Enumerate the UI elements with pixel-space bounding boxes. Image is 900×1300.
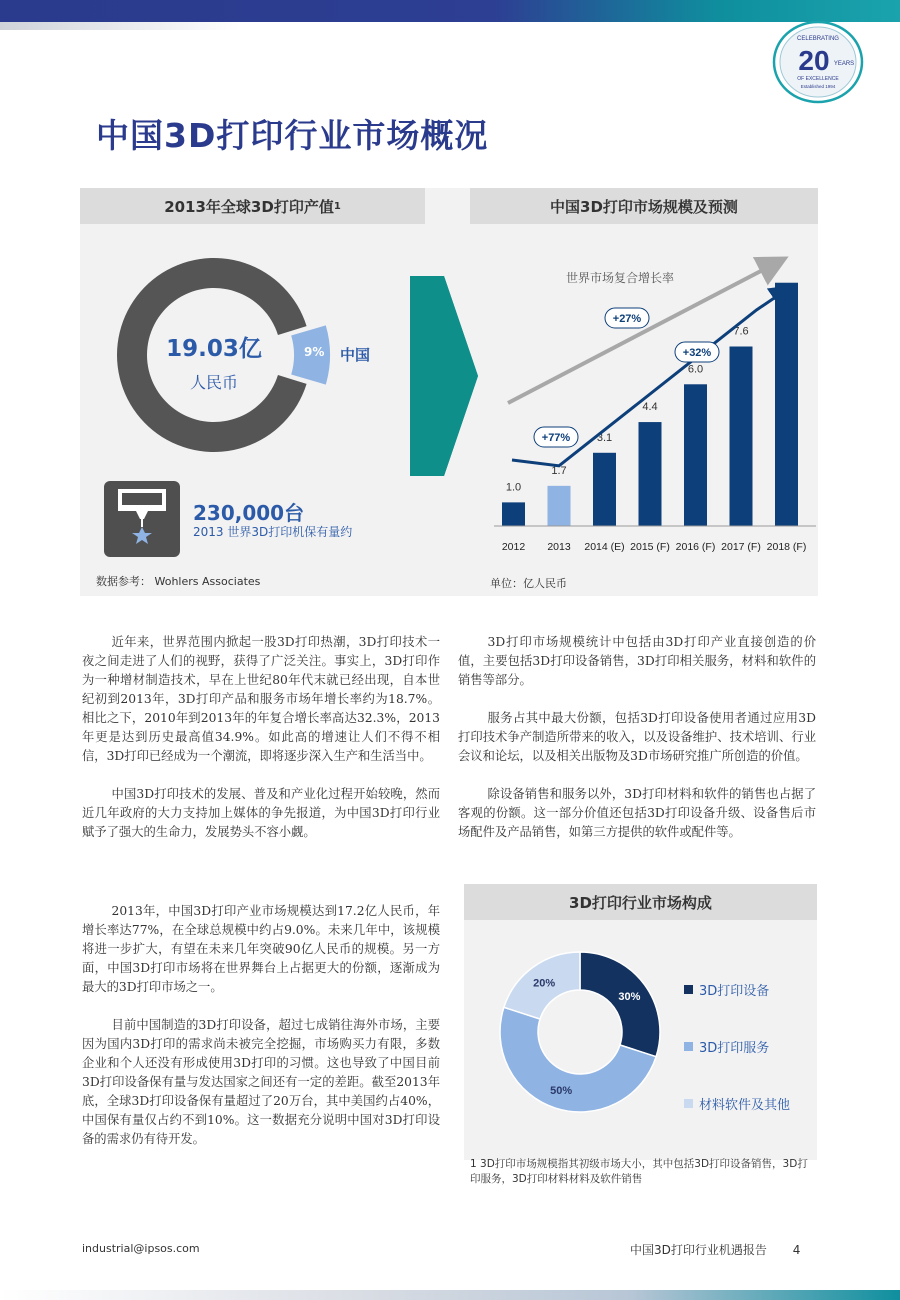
- top-banner: [0, 0, 900, 22]
- donut-center-value: 19.03亿: [166, 336, 262, 362]
- bar-1: [548, 486, 571, 526]
- composition-donut: [490, 948, 670, 1128]
- growth-2013-value: +77%: [541, 432, 571, 444]
- footer-email: industrial@ipsos.com: [82, 1242, 200, 1255]
- bar-3: [639, 422, 662, 526]
- right-panel-heading: 中国3D打印市场规模及预测: [470, 188, 818, 224]
- legend-swatch: [684, 1099, 693, 1108]
- bar-0: [502, 502, 525, 526]
- legend-item: [684, 980, 790, 999]
- top-banner-accent: [0, 22, 240, 30]
- legend-swatch: [684, 1042, 693, 1051]
- printer-caption: 2013 世界3D打印机保有量约: [193, 525, 353, 539]
- world-cagr-value: +27%: [612, 313, 642, 325]
- category-label: 2016 (F): [675, 541, 716, 553]
- left-panel-heading-text: 2013年全球3D打印产值: [164, 197, 334, 216]
- data-source: 数据参考： Wohlers Associates: [96, 575, 261, 588]
- composition-slice-0: [580, 952, 660, 1057]
- left-panel-heading: [80, 188, 425, 224]
- footnote-marker: 1: [333, 200, 341, 212]
- flow-arrow: [410, 276, 478, 476]
- china-label: 中国: [340, 346, 371, 364]
- legend-label: 材料软件及其他: [699, 1098, 791, 1113]
- right-column: [458, 633, 816, 842]
- legend-item: [684, 1094, 790, 1113]
- bar-value-label: 7.6: [733, 325, 749, 338]
- paragraph: 目前中国制造的3D打印设备，超过七成销往海外市场，主要因为国内3D打印的需求尚未被完全挖掘，市场购买力有限，多数企业和个人还没有形成使用3D打印的习惯。这也导致了中国目前3D打印设备保有量与发达国家之间还有一定的差距。截至2013年底，全球3D打印设备保有量超过了20万台，其中美国约占40%，中国保有量仅占约不到10%。这一数据充分说明中国对3D打印设备的需求仍有待开发。: [82, 1018, 440, 1146]
- 3d-printer-icon: [104, 481, 180, 557]
- legend-label: 3D打印设备: [699, 984, 770, 999]
- composition-slice-label: 20%: [533, 977, 556, 990]
- bar-2: [593, 453, 616, 526]
- bar-value-label: 4.4: [642, 401, 658, 414]
- page-title: 中国3D打印行业市场概况: [96, 116, 489, 155]
- category-label: 2017 (F): [721, 541, 761, 553]
- chart-unit: 单位：亿人民币: [490, 577, 567, 590]
- legend-swatch: [684, 985, 693, 994]
- badge-excellence: OF EXCELLENCE: [797, 76, 839, 82]
- badge-celebrating: CELEBRATING: [797, 36, 839, 42]
- forecast-cagr-value: +32%: [682, 347, 712, 359]
- left-column-bottom: [82, 902, 440, 1149]
- composition-heading: 3D打印行业市场构成: [464, 884, 817, 920]
- paragraph: 2013年，中国3D打印产业市场规模达到17.2亿人民币，年增长率达77%，在全球总规模中约占9.0%。未来几年中，该规模将进一步扩大，有望在未来几年突破90亿人民币的规模。另一方面，中国3D打印市场将在世界舞台上占据更大的份额，逐渐成为最大的3D打印市场之一。: [82, 904, 440, 994]
- page-number: 4: [792, 1243, 801, 1257]
- badge-number: 20: [798, 45, 830, 76]
- composition-legend: [684, 980, 790, 1113]
- china-share-label: 9%: [304, 345, 325, 359]
- category-label: 2013: [547, 541, 571, 553]
- bar-6: [775, 283, 798, 526]
- bottom-banner: [0, 1290, 900, 1300]
- category-label: 2014 (E): [584, 541, 625, 553]
- category-label: 2012: [501, 541, 526, 553]
- paragraph: 服务占其中最大份额，包括3D打印设备使用者通过应用3D打印技术争产制造所带来的收入，以及设备维护、技术培训、行业会议和论坛，以及相关出版物及3D市场研究推广所创造的价值。: [458, 711, 816, 763]
- composition-slice-label: 30%: [618, 991, 641, 1004]
- badge-established: Established 1994: [800, 84, 836, 89]
- bar-value-label: 1.0: [505, 481, 522, 494]
- paragraph: 近年来，世界范围内掀起一股3D打印热潮，3D打印技术一夜之间走进了人们的视野，获得了广泛关注。事实上，3D打印作为一种增材制造技术，早在上世纪80年代末就已经出现，自本世纪初到2013年，3D打印产品和服务市场年增长率约为18.7%。相比之下，2010年到2013年的年复合增长率高达32.3%，2013年更是达到历史最高值34.9%。如此高的增速让人们不得不相信，3D打印已经成为一个潮流，即将逐步深入生产和生活当中。: [82, 635, 440, 763]
- category-label: 2018 (F): [766, 541, 807, 553]
- bar-value-label: 1.7: [551, 464, 567, 477]
- paragraph: 除设备销售和服务以外，3D打印材料和软件的销售也占据了客观的份额。这一部分价值还包括3D打印设备升级、设备售后市场配件及产品销售，如第三方提供的软件或配件等。: [458, 787, 816, 839]
- printer-icon-tile: [104, 481, 180, 557]
- footer-report-title: 中国3D打印行业机遇报告: [630, 1243, 767, 1257]
- bar-4: [684, 384, 707, 526]
- badge-years: YEARS: [833, 61, 855, 67]
- legend-item: [684, 1037, 790, 1056]
- world-cagr-label: 世界市场复合增长率: [565, 271, 675, 285]
- donut-center-unit: 人民币: [189, 373, 238, 392]
- bar-value-label: 6.0: [687, 363, 704, 376]
- printer-count: 230,000台: [193, 501, 305, 525]
- composition-slice-label: 50%: [550, 1085, 573, 1098]
- footnote: 1 3D打印市场规模指其初级市场大小，其中包括3D打印设备销售，3D打印服务，3D打印材料材料及软件销售: [470, 1158, 808, 1185]
- category-label: 2015 (F): [630, 541, 670, 553]
- bar-value-label: 3.1: [596, 431, 613, 444]
- bar-5: [730, 346, 753, 526]
- anniversary-badge: [770, 18, 866, 108]
- paragraph: 中国3D打印技术的发展、普及和产业化过程开始较晚，然而近几年政府的大力支持加上媒体的争先报道，为中国3D打印行业赋予了强大的生命力，发展势头不容小觑。: [82, 787, 440, 839]
- footer-report: [630, 1241, 800, 1258]
- left-column-top: [82, 633, 440, 842]
- paragraph: 3D打印市场规模统计中包括由3D打印产业直接创造的价值，主要包括3D打印设备销售，3D打印相关服务，材料和软件的销售等部分。: [458, 635, 816, 687]
- legend-label: 3D打印服务: [699, 1041, 770, 1056]
- market-size-bar-chart: [480, 240, 818, 570]
